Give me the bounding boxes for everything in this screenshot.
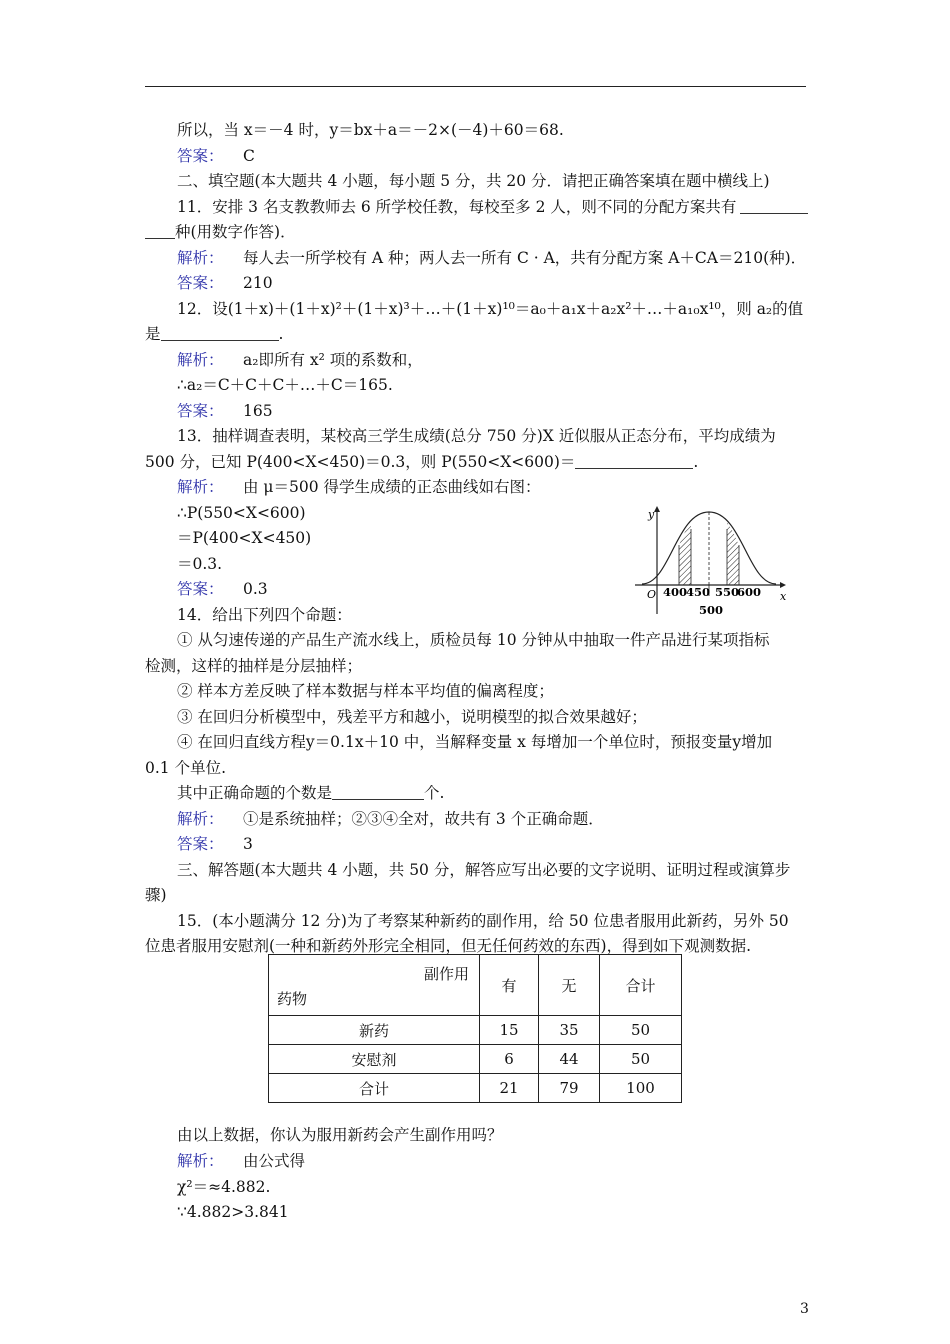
table-row: 新药 15 35 50 bbox=[269, 1016, 682, 1045]
analysis-label: 解析： bbox=[177, 1152, 224, 1170]
section-heading: 二、填空题(本大题共 4 小题，每小题 5 分，共 20 分．请把正确答案填在题中横线上) bbox=[177, 172, 770, 190]
analysis-line: 解析： 由 μ＝500 得学生成绩的正态曲线如右图： bbox=[177, 478, 541, 496]
header-total: 合计 bbox=[600, 955, 682, 1016]
tick-label: 550 bbox=[715, 585, 740, 599]
header-diagonal-cell bbox=[269, 955, 480, 1016]
analysis-label: 解析： bbox=[177, 249, 224, 267]
header-rule bbox=[145, 86, 806, 87]
answer-label: 答案： bbox=[177, 402, 224, 420]
header-row-label: 药物 bbox=[277, 990, 308, 1008]
text-line: ＝P(400<X<450) bbox=[177, 529, 312, 547]
question-11: 11．安排 3 名支教教师去 6 所学校任教，每校至多 2 人，则不同的分配方案共有 bbox=[177, 197, 808, 217]
analysis-line: 解析： ①是系统抽样；②③④全对，故共有 3 个正确命题． bbox=[177, 810, 604, 828]
question-15-cont: 位患者服用安慰剂(一种和新药外形完全相同，但无任何药效的东西)，得到如下观测数据. bbox=[145, 937, 752, 955]
table-header-row bbox=[269, 955, 682, 1016]
answer-label: 答案： bbox=[177, 835, 224, 853]
formula-line: ∵4.882>3.841 bbox=[177, 1203, 289, 1221]
y-axis-label: y bbox=[648, 508, 655, 521]
question-12-cont: 是 . bbox=[145, 325, 284, 343]
analysis-label: 解析： bbox=[177, 478, 224, 496]
question-13-cont: 500 分，已知 P(400<X<450)＝0.3，则 P(550<X<600)＝ . bbox=[145, 453, 699, 471]
text-line: ∴a₂＝C＋C＋C＋…＋C＝165. bbox=[177, 376, 393, 394]
observation-table bbox=[268, 954, 682, 1103]
analysis-label: 解析： bbox=[177, 351, 224, 369]
question-15-ask: 由以上数据，你认为服用新药会产生副作用吗？ bbox=[177, 1126, 503, 1144]
mean-label: 500 bbox=[699, 603, 724, 617]
proposition-3: ③ 在回归分析模型中，残差平方和越小，说明模型的拟合效果越好； bbox=[177, 708, 647, 726]
question-15: 15．(本小题满分 12 分)为了考察某种新药的副作用，给 50 位患者服用此新药，另外 50 bbox=[177, 912, 789, 930]
proposition-4-cont: 0.1 个单位. bbox=[145, 759, 227, 777]
proposition-4: ④ 在回归直线方程y＝0.1x＋10 中，当解释变量 x 每增加一个单位时，预报变量y增加 bbox=[177, 733, 773, 751]
formula-line: χ²＝≈4.882. bbox=[177, 1178, 271, 1196]
analysis-line: 解析： 由公式得 bbox=[177, 1152, 306, 1170]
question-11-cont: 种(用数字作答)． bbox=[145, 222, 296, 242]
tick-label: 400 bbox=[663, 585, 688, 599]
question-13: 13．抽样调查表明，某校高三学生成绩(总分 750 分)X 近似服从正态分布，平均成绩为 bbox=[177, 427, 776, 445]
analysis-line: 解析： 每人去一所学校有 A 种；两人去一所有 C · A，共有分配方案 A＋CA＝210(种)． bbox=[177, 249, 807, 267]
section-heading: 三、解答题(本大题共 4 小题，共 50 分，解答应写出必要的文字说明、证明过程或演算步 bbox=[177, 861, 791, 879]
answer-label: 答案： bbox=[177, 580, 224, 598]
header-no: 无 bbox=[539, 955, 600, 1016]
answer-line: 答案： 0.3 bbox=[177, 580, 268, 598]
answer-line: 答案： C bbox=[177, 147, 255, 165]
answer-label: 答案： bbox=[177, 274, 224, 292]
answer-label: 答案： bbox=[177, 147, 224, 165]
normal-curve-graph bbox=[630, 502, 790, 620]
question-12: 12．设(1＋x)＋(1＋x)²＋(1＋x)³＋…＋(1＋x)¹⁰＝a₀＋a₁x＋a₂x²＋…＋a₁₀x¹⁰，则 a₂的值 bbox=[177, 300, 804, 318]
tick-label: 450 bbox=[686, 585, 711, 599]
answer-line: 答案： 3 bbox=[177, 835, 253, 853]
shaded-region-550-600 bbox=[727, 502, 739, 585]
header-yes: 有 bbox=[480, 955, 539, 1016]
answer-line: 答案： 165 bbox=[177, 402, 273, 420]
x-axis-label: x bbox=[780, 590, 787, 603]
tick-label: 600 bbox=[737, 585, 762, 599]
origin-label: O bbox=[647, 588, 657, 601]
text-line: ＝0.3. bbox=[177, 555, 223, 573]
table-row: 合计 21 79 100 bbox=[269, 1074, 682, 1103]
proposition-2: ② 样本方差反映了样本数据与样本平均值的偏离程度； bbox=[177, 682, 554, 700]
header-side-label: 副作用 bbox=[423, 965, 469, 983]
text-line: 所以，当 x＝－4 时，y＝bx＋a＝－2×(－4)＋60＝68. bbox=[177, 121, 564, 139]
question-14: 14．给出下列四个命题： bbox=[177, 606, 352, 624]
analysis-label: 解析： bbox=[177, 810, 224, 828]
analysis-line: 解析： a₂即所有 x² 项的系数和， bbox=[177, 351, 423, 369]
answer-line: 答案： 210 bbox=[177, 274, 273, 292]
proposition-1-cont: 检测，这样的抽样是分层抽样； bbox=[145, 657, 363, 675]
text-line: ∴P(550<X<600) bbox=[177, 504, 306, 522]
proposition-1: ① 从匀速传递的产品生产流水线上，质检员每 10 分钟从中抽取一件产品进行某项指标 bbox=[177, 631, 770, 649]
section-heading-cont: 骤) bbox=[145, 886, 167, 904]
page-number: 3 bbox=[800, 1301, 809, 1317]
shaded-region-400-450 bbox=[679, 502, 691, 585]
table-row: 安慰剂 6 44 50 bbox=[269, 1045, 682, 1074]
question-14-ask: 其中正确命题的个数是 个. bbox=[177, 784, 445, 802]
